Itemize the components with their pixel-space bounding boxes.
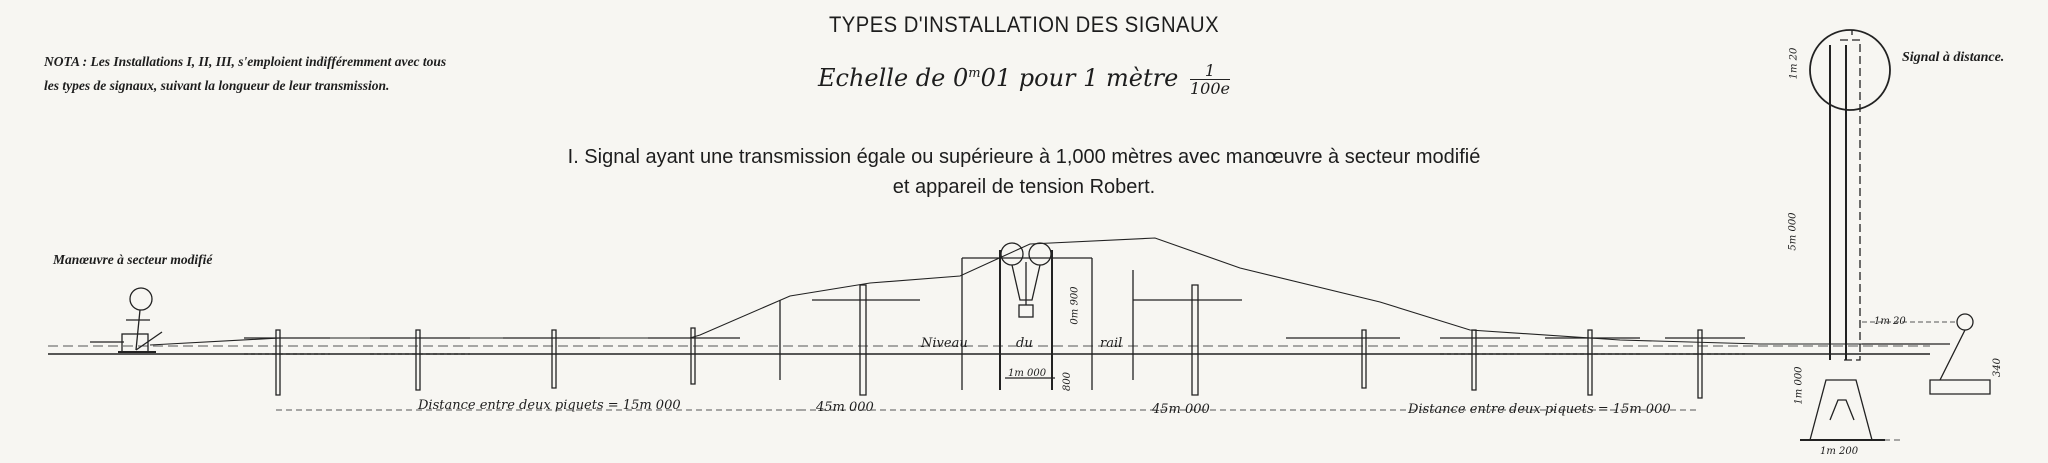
annotation-900: 0m 900 (1069, 286, 1081, 325)
diagram-title: TYPES D'INSTALLATION DES SIGNAUX (828, 12, 1220, 37)
manoeuvre-lever (90, 288, 162, 352)
annotation-niveau: Niveau (921, 336, 968, 351)
annotation-lever-340: 340 (1992, 357, 2004, 378)
annotation-800: 800 (1062, 371, 1074, 392)
signal-label: Signal à distance. (1902, 50, 2005, 65)
scale-fraction-den: 100e (1189, 79, 1230, 98)
nota-note: NOTA : Les Installations I, II, III, s'emploient indifféremment avec tous les types de signaux, suivant la longueur de leur transmission. (44, 54, 447, 93)
scale-value: 01 pour 1 mètre (980, 64, 1179, 92)
annotation-1m: 1m 000 (1008, 368, 1047, 379)
annotation-base-200: 1m 200 (1820, 446, 1859, 457)
annotation-45-right: 45m 000 (1152, 402, 1210, 417)
annotation-du: du (1016, 336, 1033, 351)
annotation-45-left: 45m 000 (816, 400, 874, 415)
transmission-wire (150, 238, 1900, 345)
signal-mast (1800, 30, 1890, 440)
annotation-mast-1m20: 1m 20 (1788, 47, 1800, 80)
annotation-mast-5m: 5m 000 (1787, 212, 1799, 251)
scale-fraction-num: 1 (1190, 62, 1230, 80)
scale-unit: m (968, 66, 981, 81)
annotation-lever-1m20: 1m 20 (1874, 316, 1906, 327)
manoeuvre-label: Manœuvre à secteur modifié (53, 252, 213, 267)
annotation-distance-right: Distance entre deux piquets = 15m 000 (1408, 402, 1671, 417)
pickets-right (1133, 270, 1745, 398)
scale-text: Echelle de 0 (818, 64, 969, 92)
pickets-left (244, 285, 920, 395)
section-heading-line2: et appareil de tension Robert. (892, 176, 1156, 198)
annotation-distance-left: Distance entre deux piquets = 15m 000 (418, 398, 681, 413)
section-heading-line1: I. Signal ayant une transmission égale ou supérieure à 1,000 mètres avec manœuvre à secteur modifié (567, 146, 1481, 168)
annotation-base-1m: 1m 000 (1793, 366, 1805, 405)
annotation-rail: rail (1100, 336, 1123, 351)
